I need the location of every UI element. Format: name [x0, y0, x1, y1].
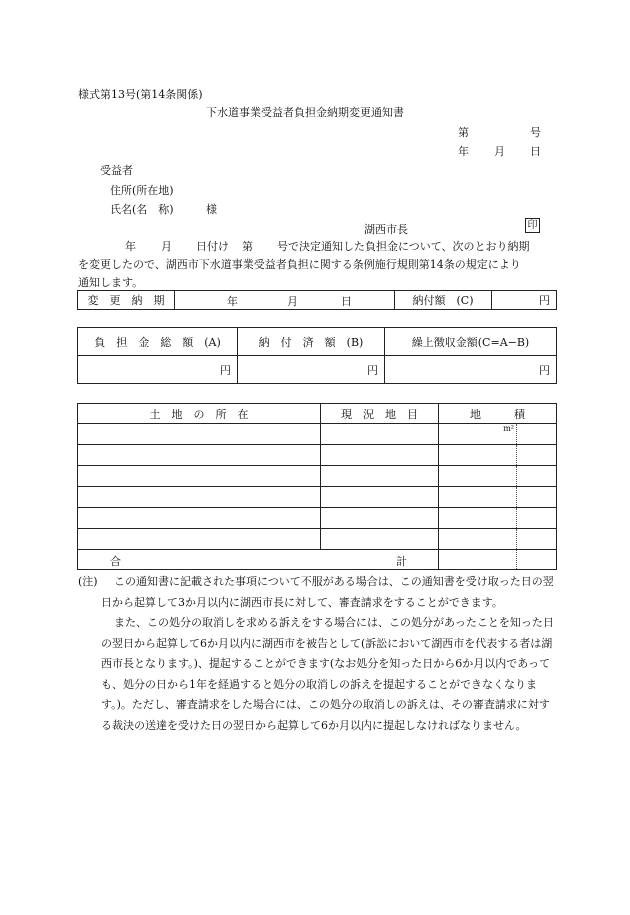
table-row	[78, 487, 557, 508]
land-location-cell	[78, 487, 321, 508]
change-date-cell	[175, 291, 395, 310]
paid-total-yen: 円	[238, 356, 385, 384]
table-row	[78, 424, 557, 445]
change-year: 年	[227, 295, 238, 308]
body-day: 日付け	[196, 240, 229, 253]
area-cell	[439, 487, 517, 508]
area-cell	[439, 466, 517, 487]
body-no: 第	[242, 240, 253, 253]
total-right-char: 計	[396, 555, 407, 568]
date-day: 日	[530, 145, 541, 158]
body-month: 月	[161, 240, 172, 253]
body-year: 年	[125, 240, 136, 253]
table-row	[78, 529, 557, 550]
total-row	[78, 550, 557, 570]
land-location-cell	[78, 424, 321, 445]
area-fraction-cell	[517, 508, 557, 529]
number-suffix: 号	[530, 126, 541, 139]
area-fraction-cell	[517, 466, 557, 487]
land-location-cell	[78, 508, 321, 529]
area-fraction-cell	[517, 529, 557, 550]
area-fraction-cell	[517, 487, 557, 508]
body-line1-rest: 号で決定通知した負担金について、次のとおり納期	[277, 240, 530, 253]
body-line3: 通知します。	[78, 276, 144, 289]
honorific: 様	[206, 203, 217, 216]
land-category-cell	[321, 529, 439, 550]
change-month: 月	[287, 295, 298, 308]
body-line2: を変更したので、湖西市下水道事業受益者負担に関する条例施行規則第14条の規定により	[78, 258, 521, 271]
paid-amount-yen: 円	[492, 291, 557, 310]
land-location-label: 土 地 の 所 在	[78, 404, 321, 424]
land-category-cell	[321, 466, 439, 487]
notes-prefix: (注)	[78, 575, 98, 588]
number-prefix: 第	[458, 126, 469, 139]
paid-total-label: 納 付 済 額 (B)	[238, 328, 385, 356]
document-title: 下水道事業受益者負担金納期変更通知書	[206, 106, 404, 119]
change-date-table	[77, 290, 557, 310]
table-row	[78, 466, 557, 487]
total-area-cell	[439, 550, 517, 570]
table-row	[78, 508, 557, 529]
seal-stamp: 印	[525, 218, 540, 233]
area-cell	[439, 445, 517, 466]
total-left-char: 合	[110, 555, 121, 568]
total-area-fraction-cell	[517, 550, 557, 570]
paid-amount-label: 納付額 (C)	[395, 291, 492, 310]
land-table	[77, 403, 557, 570]
notes-paragraph-2: また、この処分の取消しを求める訴えをする場合には、この処分があったことを知った日の翌日から起算して6か月以内に湖西市を被告として(訴訟において湖西市を代表する者は湖西市長となります。)、提起することができます(なお処分を知った日から6か月以内であっても、処分の日から1年を経過すると処分の取消しの訴えを提起することができなくなります。)。ただし、審査請求をした場合には、この処分の取消しの訴えは、その審査請求に対する裁決の送達を受けた日の翌日から起算して6か月以内に提起しなければなりません。	[101, 616, 554, 732]
form-number: 様式第13号(第14条関係)	[78, 88, 203, 101]
land-category-cell	[321, 508, 439, 529]
notes-section	[78, 572, 558, 736]
date-month: 月	[494, 145, 505, 158]
land-category-cell	[321, 424, 439, 445]
area-fraction-cell	[517, 424, 557, 445]
total-amount-yen: 円	[78, 356, 238, 384]
address-label: 住所(所在地)	[110, 184, 174, 197]
area-fraction-cell	[517, 445, 557, 466]
change-date-label: 変 更 納 期	[78, 291, 175, 310]
notes-paragraph-1: この通知書に記載された事項について不服がある場合は、この通知書を受け取った日の翌日から起算して3か月以内に湖西市長に対して、審査請求をすることができます。	[101, 575, 554, 609]
name-label: 氏名(名 称)	[110, 203, 174, 216]
land-location-cell	[78, 529, 321, 550]
land-location-cell	[78, 466, 321, 487]
area-cell	[439, 529, 517, 550]
land-area-label: 地 積	[439, 404, 557, 424]
area-unit: m²	[439, 424, 517, 445]
table-row	[78, 445, 557, 466]
total-amount-label: 負 担 金 総 額 (A)	[78, 328, 238, 356]
advance-amount-label: 繰上徴収金額(C=A−B)	[385, 328, 557, 356]
land-category-cell	[321, 487, 439, 508]
land-category-label: 現 況 地 目	[321, 404, 439, 424]
land-location-cell	[78, 445, 321, 466]
issuer-name: 湖西市長	[364, 223, 408, 236]
land-category-cell	[321, 445, 439, 466]
amount-table	[77, 327, 557, 384]
area-cell	[439, 508, 517, 529]
date-year: 年	[458, 145, 469, 158]
change-day: 日	[341, 295, 352, 308]
advance-amount-yen: 円	[385, 356, 557, 384]
total-label-cell	[78, 550, 439, 570]
recipient-label: 受益者	[100, 164, 133, 177]
